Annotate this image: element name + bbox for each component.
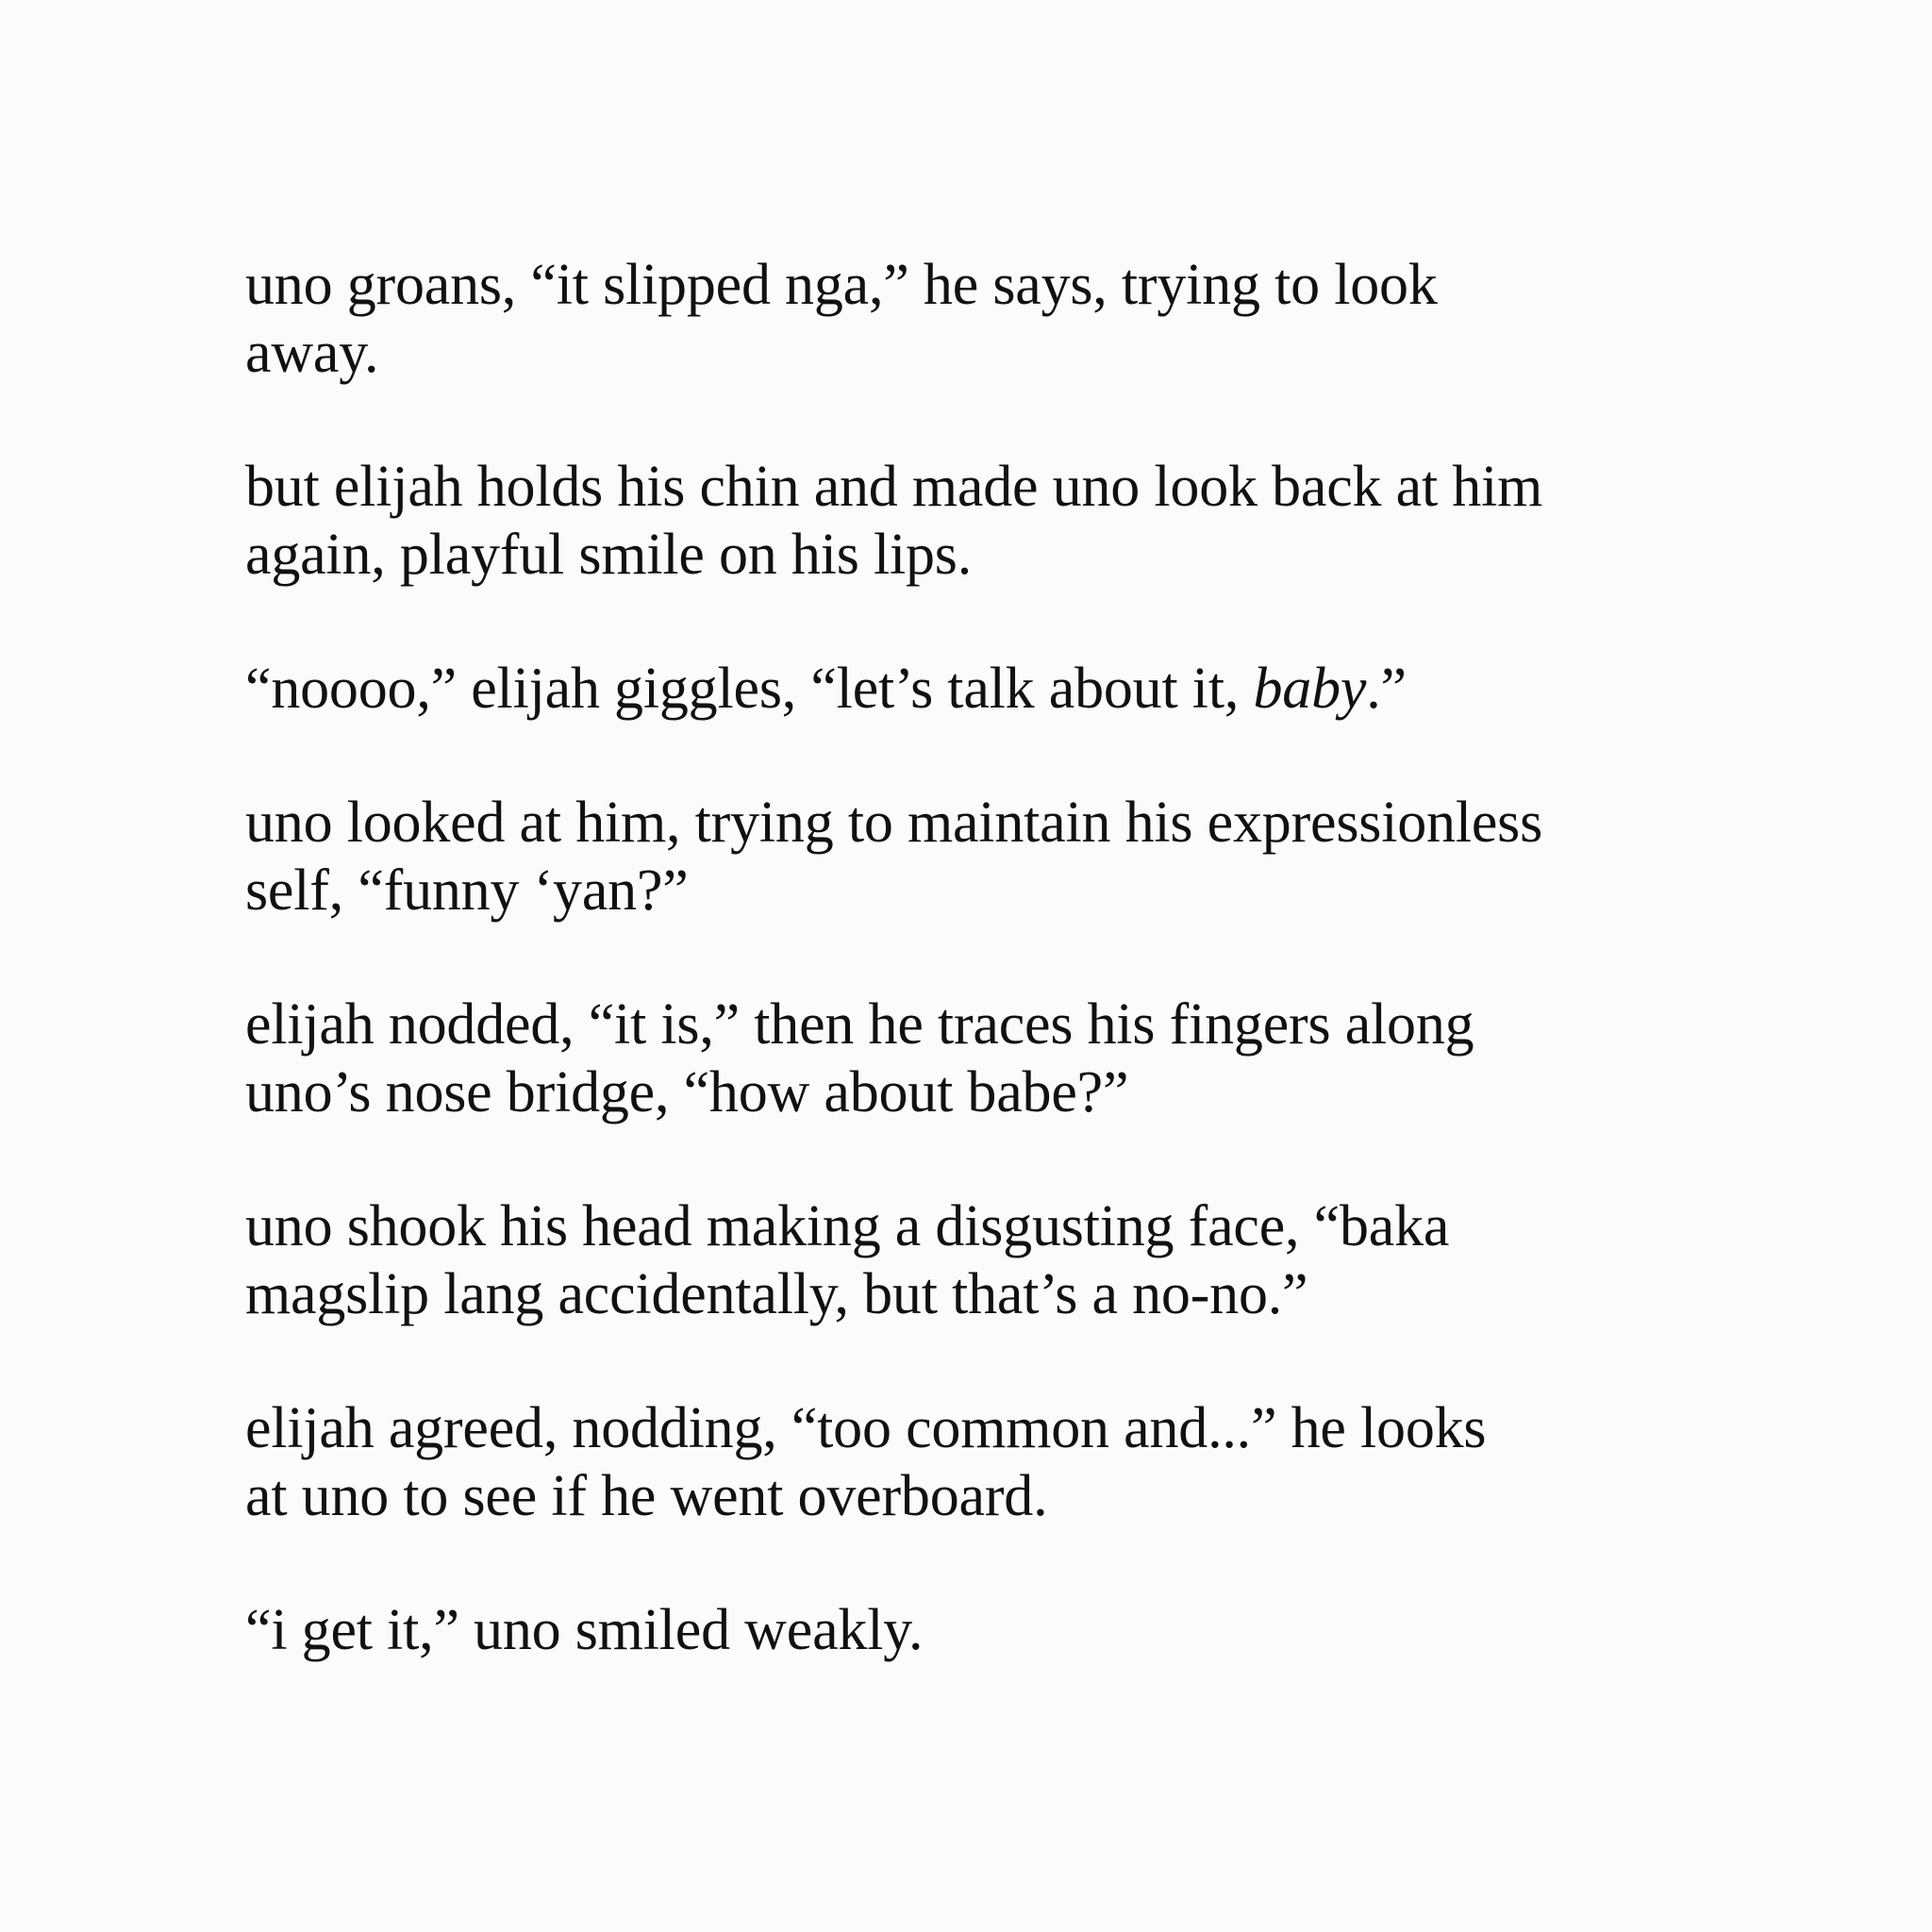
paragraph-7	[245, 1394, 1736, 1530]
dialogue-end: .”	[1366, 657, 1407, 721]
paragraph-5	[245, 991, 1736, 1126]
paragraph-6	[245, 1192, 1736, 1328]
story-text	[245, 251, 1736, 1664]
paragraph-line: at uno to see if he went overboard.	[245, 1464, 1048, 1528]
italic-word: baby	[1253, 657, 1367, 721]
paragraph-4	[245, 789, 1736, 924]
paragraph-line: again, playful smile on his lips.	[245, 523, 973, 587]
paragraph-line: uno’s nose bridge, “how about babe?”	[245, 1060, 1129, 1124]
paragraph-line: elijah nodded, “it is,” then he traces his fingers along	[245, 992, 1474, 1057]
paragraph-line: uno shook his head making a disgusting face, “baka	[245, 1194, 1450, 1258]
paragraph-line: uno looked at him, trying to maintain his expressionless	[245, 791, 1543, 855]
paragraph-3	[245, 655, 1736, 723]
paragraph-2	[245, 453, 1736, 589]
paragraph-line: “i get it,” uno smiled weakly.	[245, 1598, 924, 1662]
dialogue-text: “noooo,” elijah giggles, “let’s talk about it,	[245, 657, 1254, 721]
paragraph-line	[245, 655, 1736, 723]
paragraph-line: uno groans, “it slipped nga,” he says, trying to look	[245, 253, 1438, 317]
paragraph-line: magslip lang accidentally, but that’s a no-no.”	[245, 1262, 1308, 1326]
paragraph-line: elijah agreed, nodding, “too common and...” he looks	[245, 1396, 1487, 1460]
paragraph-line: away.	[245, 321, 379, 385]
paragraph-line: but elijah holds his chin and made uno look back at him	[245, 455, 1543, 519]
paragraph-1	[245, 251, 1736, 387]
paragraph-8	[245, 1596, 1736, 1664]
paragraph-line: self, “funny ‘yan?”	[245, 858, 689, 923]
